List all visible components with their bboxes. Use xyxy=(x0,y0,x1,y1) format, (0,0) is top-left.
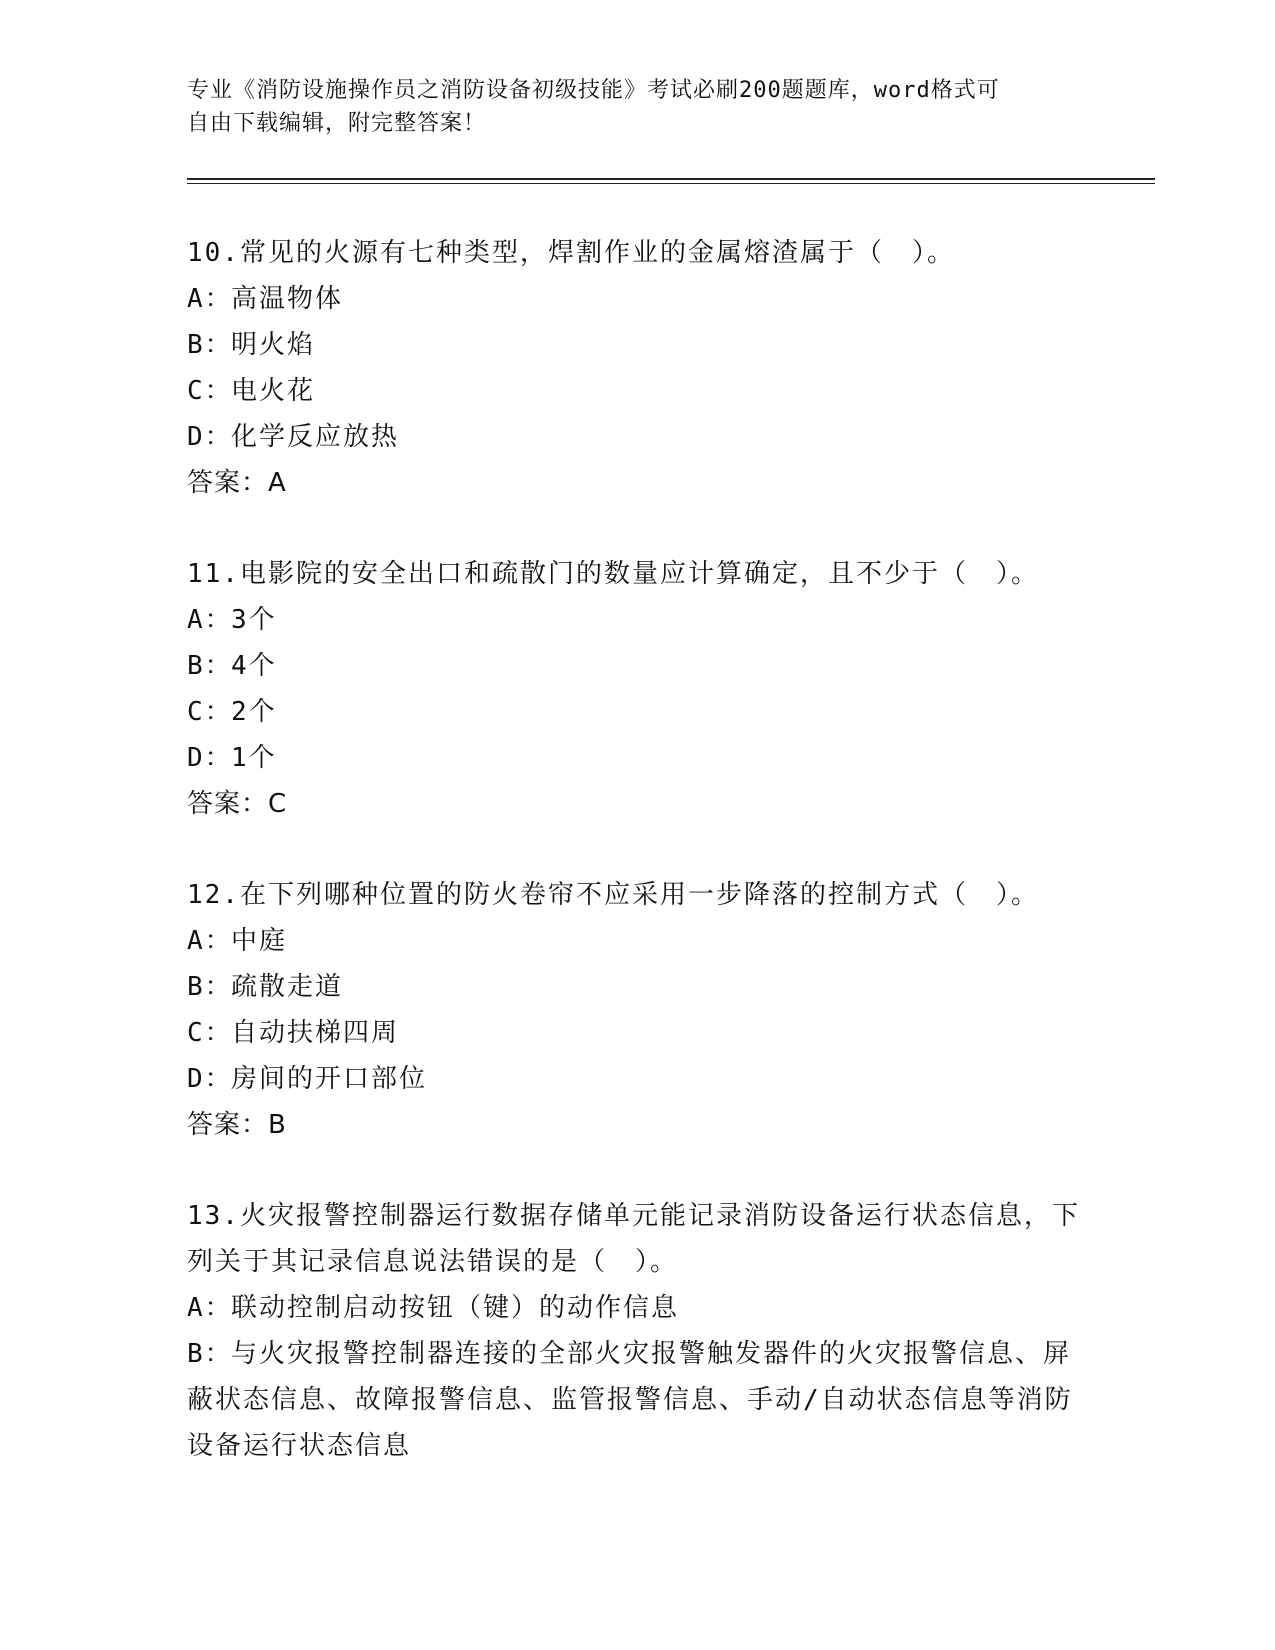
option-d xyxy=(187,414,1087,460)
header-line-1: 专业《消防设施操作员之消防设备初级技能》考试必刷200题题库，word格式可 xyxy=(187,78,1000,103)
option-key: C： xyxy=(187,1018,233,1048)
option-text: 电火花 xyxy=(231,376,316,406)
option-b xyxy=(187,964,1087,1010)
question-text: 10.常见的火源有七种类型，焊割作业的金属熔渣属于（ ）。 xyxy=(187,238,955,268)
option-text: 1个 xyxy=(231,743,277,773)
question-text: 12.在下列哪种位置的防火卷帘不应采用一步降落的控制方式（ ）。 xyxy=(187,880,1039,910)
option-b xyxy=(187,643,1087,689)
option-key: D： xyxy=(187,422,233,452)
option-text: 3个 xyxy=(231,605,277,635)
question-10 xyxy=(187,230,1087,506)
option-text: 4个 xyxy=(231,651,277,681)
option-text: 房间的开口部位 xyxy=(231,1064,428,1094)
option-c xyxy=(187,1010,1087,1056)
option-text: 与火灾报警控制器连接的全部火灾报警触发器件的火灾报警信息、屏蔽状态信息、故障报警信息、监管报警信息、手动/自动状态信息等消防设备运行状态信息 xyxy=(187,1339,1073,1461)
option-key: B： xyxy=(187,1339,233,1369)
option-b xyxy=(187,322,1087,368)
option-b xyxy=(187,1331,1087,1469)
question-13 xyxy=(187,1193,1087,1469)
answer: 答案：B xyxy=(187,1110,287,1140)
option-a xyxy=(187,918,1087,964)
document-header xyxy=(187,74,1087,140)
option-a xyxy=(187,597,1087,643)
option-key: C： xyxy=(187,376,233,406)
option-key: C： xyxy=(187,697,233,727)
option-key: B： xyxy=(187,972,233,1002)
answer: 答案：C xyxy=(187,789,288,819)
option-text: 高温物体 xyxy=(231,284,344,314)
question-text: 11.电影院的安全出口和疏散门的数量应计算确定，且不少于（ ）。 xyxy=(187,559,1039,589)
answer: 答案：A xyxy=(187,468,287,498)
question-list xyxy=(187,230,1087,1514)
option-d xyxy=(187,1056,1087,1102)
option-text: 疏散走道 xyxy=(231,972,344,1002)
option-text: 自动扶梯四周 xyxy=(231,1018,400,1048)
option-d xyxy=(187,735,1087,781)
option-text: 2个 xyxy=(231,697,277,727)
question-text: 13.火灾报警控制器运行数据存储单元能记录消防设备运行状态信息，下列关于其记录信息说法错误的是（ ）。 xyxy=(187,1201,1080,1277)
header-divider-thin xyxy=(187,183,1155,184)
option-key: A： xyxy=(187,926,233,956)
option-key: A： xyxy=(187,605,233,635)
option-key: A： xyxy=(187,284,233,314)
option-text: 化学反应放热 xyxy=(231,422,400,452)
header-divider-thick xyxy=(187,178,1155,180)
option-text: 联动控制启动按钮（键）的动作信息 xyxy=(231,1293,680,1323)
option-text: 明火焰 xyxy=(231,330,316,360)
option-text: 中庭 xyxy=(231,926,288,956)
header-line-2: 自由下载编辑，附完整答案！ xyxy=(187,111,487,136)
question-12 xyxy=(187,872,1087,1148)
option-key: B： xyxy=(187,330,233,360)
option-key: A： xyxy=(187,1293,233,1323)
option-key: D： xyxy=(187,743,233,773)
option-key: B： xyxy=(187,651,233,681)
question-11 xyxy=(187,551,1087,827)
option-a xyxy=(187,276,1087,322)
option-a xyxy=(187,1285,1087,1331)
option-key: D： xyxy=(187,1064,233,1094)
option-c xyxy=(187,368,1087,414)
option-c xyxy=(187,689,1087,735)
